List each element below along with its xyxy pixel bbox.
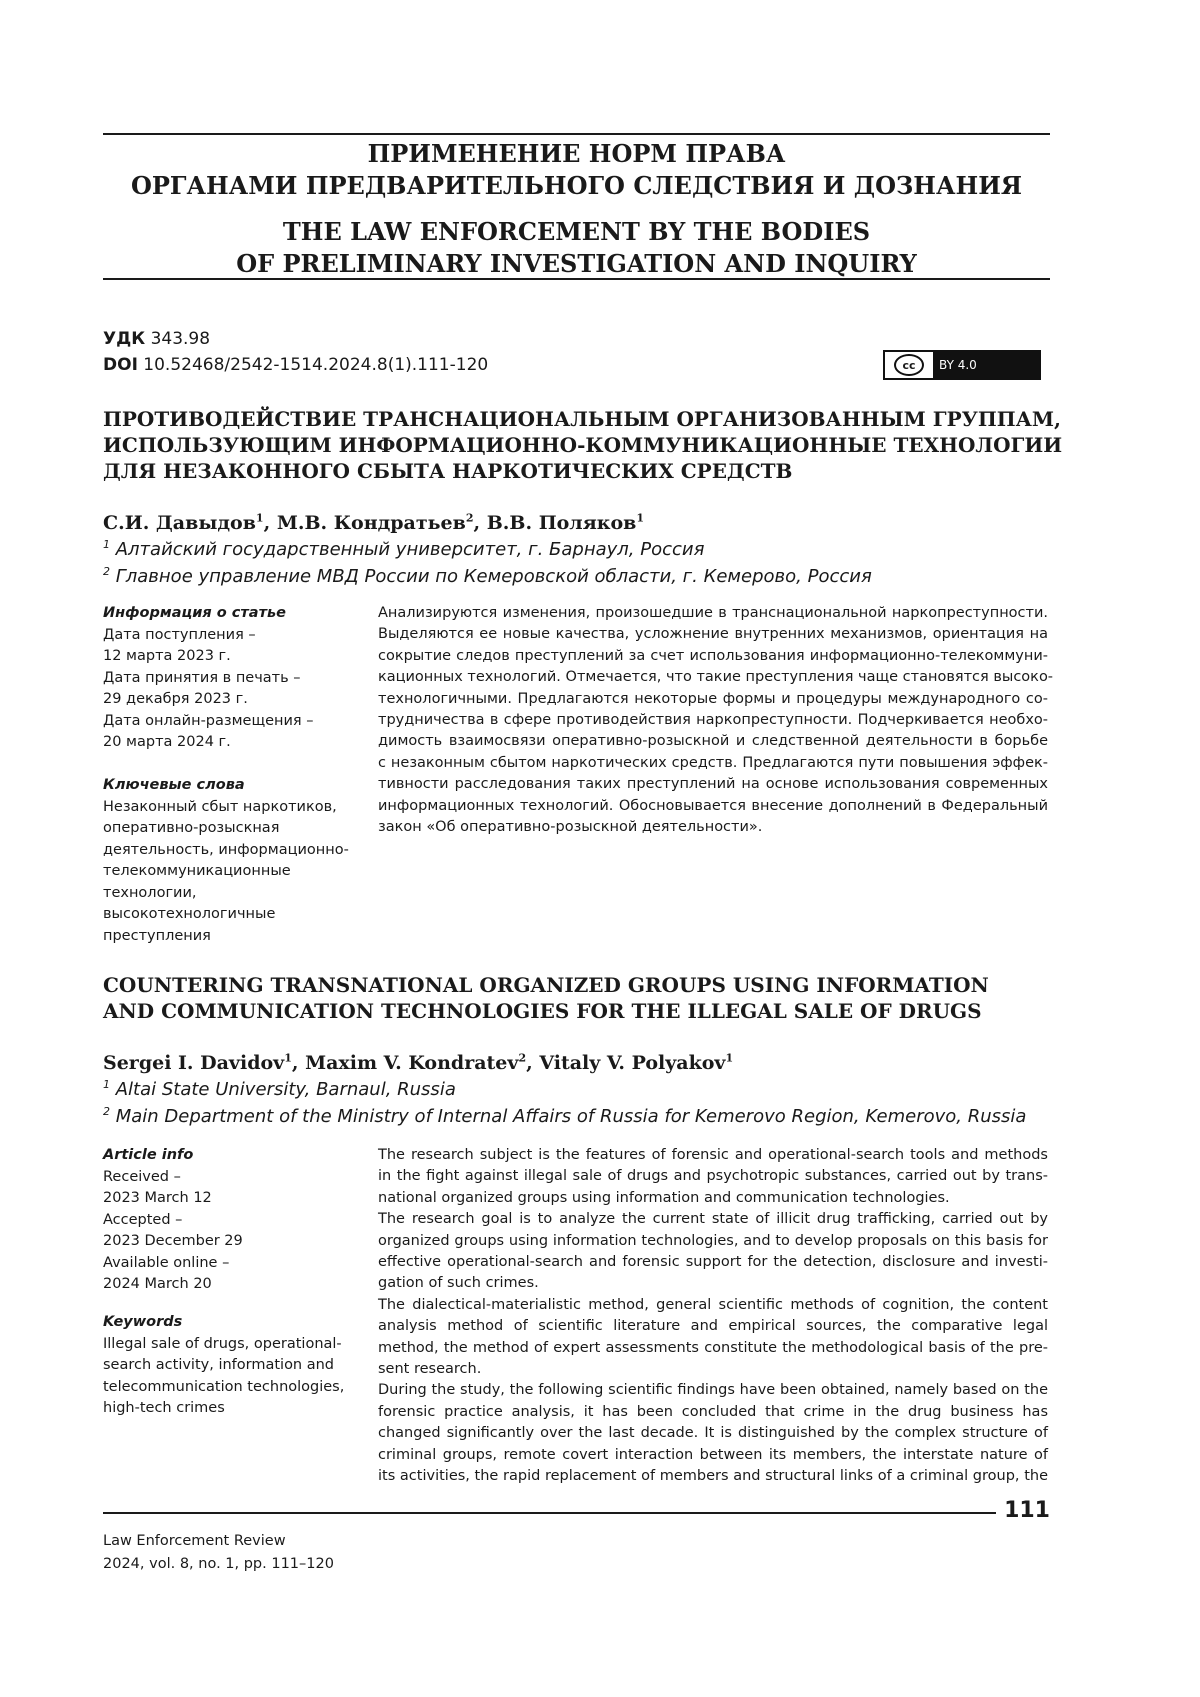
- abstract-line: analysis method of scientific literature and empirical sources, the comparative legal: [378, 1316, 1048, 1337]
- abstract-line: трудничества в сфере противодействия наркопреступности. Подчеркивается необхо-: [378, 710, 1048, 731]
- abstract-line: criminal groups, remote covert interaction between its members, the interstate nature of: [378, 1445, 1048, 1466]
- keywords-line: Illegal sale of drugs, operational-: [103, 1334, 358, 1356]
- cc-license-badge[interactable]: [883, 350, 1041, 380]
- section-heading-ru-line: ОРГАНАМИ ПРЕДВАРИТЕЛЬНОГО СЛЕДСТВИЯ И ДОЗНАНИЯ: [103, 170, 1050, 202]
- keywords-line: деятельность, информационно-: [103, 840, 358, 862]
- article-title-en-line: AND COMMUNICATION TECHNOLOGIES FOR THE ILLEGAL SALE OF DRUGS: [103, 998, 1063, 1024]
- affiliation-mark: 1: [103, 538, 110, 551]
- keywords-line: search activity, information and: [103, 1355, 358, 1377]
- udk-label: УДК: [103, 329, 145, 349]
- abstract-line: сокрытие следов преступлений за счет использования информационно-телекоммуни-: [378, 646, 1048, 667]
- keywords-heading: Ключевые слова: [103, 775, 358, 797]
- affiliation-mark: 2: [103, 1105, 110, 1118]
- keywords-line: телекоммуникационные: [103, 861, 358, 883]
- udk-value: 343.98: [151, 329, 210, 349]
- header-rule-top: [103, 133, 1050, 135]
- author-name: М.В. Кондратьев: [277, 512, 466, 534]
- author-separator: ,: [264, 512, 277, 534]
- affiliation-text: Алтайский государственный университет, г. Барнаул, Россия: [116, 539, 705, 560]
- article-info-line: 2024 March 20: [103, 1274, 358, 1296]
- author-separator: ,: [474, 512, 487, 534]
- article-title-ru-line: ДЛЯ НЕЗАКОННОГО СБЫТА НАРКОТИЧЕСКИХ СРЕДСТВ: [103, 458, 1063, 484]
- keywords-line: преступления: [103, 926, 358, 948]
- affiliation-en-2: [103, 1104, 1026, 1130]
- article-title-ru: [103, 406, 1063, 484]
- article-title-en-line: COUNTERING TRANSNATIONAL ORGANIZED GROUPS USING INFORMATION: [103, 972, 1063, 998]
- affiliation-text: Main Department of the Ministry of Internal Affairs of Russia for Kemerovo Region, Kemerovo, Russia: [116, 1106, 1027, 1127]
- author-affiliation-mark: 1: [636, 512, 644, 525]
- author-separator: ,: [526, 1052, 539, 1074]
- article-info-heading: Article info: [103, 1145, 358, 1167]
- cc-logo-area: [885, 352, 933, 378]
- article-title-ru-line: ПРОТИВОДЕЙСТВИЕ ТРАНСНАЦИОНАЛЬНЫМ ОРГАНИЗОВАННЫМ ГРУППАМ,: [103, 406, 1063, 432]
- abstract-line: national organized groups using information and communication technologies.: [378, 1188, 1048, 1209]
- abstract-line: The research goal is to analyze the current state of illicit drug trafficking, carried out by: [378, 1209, 1048, 1230]
- abstract-line: forensic practice analysis, it has been concluded that crime in the drug business has: [378, 1402, 1048, 1423]
- author-name: Vitaly V. Polyakov: [539, 1052, 725, 1074]
- journal-citation: [103, 1530, 334, 1576]
- authors-ru: [103, 510, 644, 536]
- article-info-line: Available online –: [103, 1253, 358, 1275]
- doi-label: DOI: [103, 355, 138, 375]
- header-rule-bottom: [103, 278, 1050, 280]
- author-affiliation-mark: 1: [284, 1052, 292, 1065]
- keywords-line: высокотехнологичные: [103, 904, 358, 926]
- journal-citation-line: Law Enforcement Review: [103, 1530, 334, 1553]
- footer-rule: [103, 1512, 996, 1514]
- abstract-line: Выделяются ее новые качества, усложнение внутренних механизмов, ориентация на: [378, 624, 1048, 645]
- author-affiliation-mark: 2: [466, 512, 474, 525]
- abstract-line: in the fight against illegal sale of drugs and psychotropic substances, carried out by trans-: [378, 1166, 1048, 1187]
- keywords-en: [103, 1312, 358, 1420]
- keywords-ru: [103, 775, 358, 947]
- article-info-line: Accepted –: [103, 1210, 358, 1232]
- abstract-line: The research subject is the features of forensic and operational-search tools and methods: [378, 1145, 1048, 1166]
- udk-line: [103, 326, 210, 352]
- section-heading-en: [103, 216, 1050, 280]
- abstract-en: [378, 1145, 1048, 1488]
- page-number: 111: [1004, 1497, 1050, 1525]
- affiliation-ru-2: [103, 564, 872, 590]
- author-name: Sergei I. Davidov: [103, 1052, 284, 1074]
- article-title-ru-line: ИСПОЛЬЗУЮЩИМ ИНФОРМАЦИОННО-КОММУНИКАЦИОННЫЕ ТЕХНОЛОГИИ: [103, 432, 1063, 458]
- license-text: BY 4.0: [933, 352, 1039, 378]
- abstract-line: effective operational-search and forensic support for the detection, disclosure and investi-: [378, 1252, 1048, 1273]
- author-affiliation-mark: 1: [725, 1052, 733, 1065]
- article-info-en: [103, 1145, 358, 1296]
- abstract-line: технологичными. Предлагаются некоторые формы и процедуры международного со-: [378, 689, 1048, 710]
- abstract-line: organized groups using information technologies, and to develop proposals on this basis for: [378, 1231, 1048, 1252]
- doi-line: [103, 352, 488, 378]
- abstract-line: During the study, the following scientific findings have been obtained, namely based on the: [378, 1380, 1048, 1401]
- affiliation-mark: 2: [103, 565, 110, 578]
- abstract-line: тивности расследования таких преступлений на основе использования современных: [378, 774, 1048, 795]
- abstract-line: закон «Об оперативно-розыскной деятельности».: [378, 817, 1048, 838]
- keywords-line: Незаконный сбыт наркотиков,: [103, 797, 358, 819]
- keywords-line: telecommunication technologies,: [103, 1377, 358, 1399]
- section-heading-ru-line: ПРИМЕНЕНИЕ НОРМ ПРАВА: [103, 138, 1050, 170]
- author-name: В.В. Поляков: [487, 512, 637, 534]
- article-info-line: 20 марта 2024 г.: [103, 732, 358, 754]
- article-info-line: Received –: [103, 1167, 358, 1189]
- affiliation-ru-1: [103, 537, 704, 563]
- doi-value: 10.52468/2542-1514.2024.8(1).111-120: [143, 355, 488, 375]
- abstract-line: кационных технологий. Отмечается, что такие преступления чаще становятся высоко-: [378, 667, 1048, 688]
- section-heading-en-line: THE LAW ENFORCEMENT BY THE BODIES: [103, 216, 1050, 248]
- article-info-ru: [103, 603, 358, 754]
- affiliation-mark: 1: [103, 1078, 110, 1091]
- abstract-line: gation of such crimes.: [378, 1273, 1048, 1294]
- affiliation-text: Главное управление МВД России по Кемеровской области, г. Кемерово, Россия: [116, 566, 872, 587]
- section-heading-ru: [103, 138, 1050, 202]
- author-affiliation-mark: 1: [256, 512, 264, 525]
- abstract-line: информационных технологий. Обосновывается внесение дополнений в Федеральный: [378, 796, 1048, 817]
- article-info-line: 29 декабря 2023 г.: [103, 689, 358, 711]
- keywords-line: технологии,: [103, 883, 358, 905]
- article-info-line: 2023 March 12: [103, 1188, 358, 1210]
- article-info-line: Дата онлайн-размещения –: [103, 711, 358, 733]
- abstract-line: с незаконным сбытом наркотических средств. Предлагаются пути повышения эффек-: [378, 753, 1048, 774]
- article-info-line: 2023 December 29: [103, 1231, 358, 1253]
- author-separator: ,: [292, 1052, 305, 1074]
- abstract-line: changed significantly over the last decade. It is distinguished by the complex structure of: [378, 1423, 1048, 1444]
- abstract-line: sent research.: [378, 1359, 1048, 1380]
- affiliation-en-1: [103, 1077, 456, 1103]
- affiliation-text: Altai State University, Barnaul, Russia: [116, 1079, 456, 1100]
- abstract-ru: [378, 603, 1048, 838]
- author-name: С.И. Давыдов: [103, 512, 256, 534]
- article-info-line: Дата принятия в печать –: [103, 668, 358, 690]
- article-info-line: Дата поступления –: [103, 625, 358, 647]
- journal-citation-line: 2024, vol. 8, no. 1, pp. 111–120: [103, 1553, 334, 1576]
- article-info-line: 12 марта 2023 г.: [103, 646, 358, 668]
- article-info-heading: Информация о статье: [103, 603, 358, 625]
- abstract-line: its activities, the rapid replacement of members and structural links of a criminal group, the: [378, 1466, 1048, 1487]
- author-name: Maxim V. Kondratev: [305, 1052, 518, 1074]
- keywords-line: оперативно-розыскная: [103, 818, 358, 840]
- journal-page: [0, 0, 1200, 1697]
- keywords-line: high-tech crimes: [103, 1398, 358, 1420]
- keywords-heading: Keywords: [103, 1312, 358, 1334]
- abstract-line: Анализируются изменения, произошедшие в транснациональной наркопреступности.: [378, 603, 1048, 624]
- abstract-line: The dialectical-materialistic method, general scientific methods of cognition, the content: [378, 1295, 1048, 1316]
- authors-en: [103, 1050, 733, 1076]
- creative-commons-icon: cc: [894, 354, 924, 376]
- section-heading-en-line: OF PRELIMINARY INVESTIGATION AND INQUIRY: [103, 248, 1050, 280]
- abstract-line: димость взаимосвязи оперативно-розыскной и следственной деятельности в борьбе: [378, 731, 1048, 752]
- article-title-en: [103, 972, 1063, 1024]
- abstract-line: method, the method of expert assessments constitute the methodological basis of the pre-: [378, 1338, 1048, 1359]
- author-affiliation-mark: 2: [518, 1052, 526, 1065]
